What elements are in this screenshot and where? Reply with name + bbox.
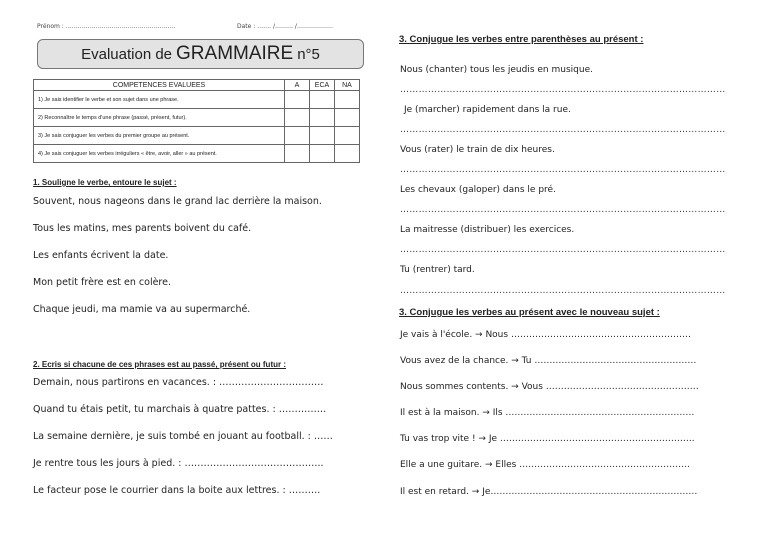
prenom-field[interactable]: Prénom : ……………………………………………….	[37, 23, 176, 30]
tense-question[interactable]: Quand tu étais petit, tu marchais à quatre pattes. : ……………	[33, 404, 327, 415]
section2-title: 2. Ecris si chacune de ces phrases est au passé, présent ou futur :	[33, 360, 286, 369]
tense-question[interactable]: La semaine dernière, je suis tombé en jouant au football. : ……	[33, 431, 333, 442]
exercise-sentence[interactable]: Les enfants écrivent la date.	[33, 250, 169, 261]
exercise-sentence[interactable]: Tous les matins, mes parents boivent du café.	[33, 223, 252, 234]
answer-line[interactable]: ……………………………………………………………………………………………	[400, 165, 726, 175]
conjugation-answer-line[interactable]: Tu vas trop vite ! → Je ………………………………………………………..	[400, 434, 695, 444]
exercise-sentence[interactable]: Mon petit frère est en colère.	[33, 277, 171, 288]
grade-cell[interactable]	[335, 91, 360, 109]
grade-cell[interactable]	[335, 145, 360, 163]
conjugation-sentence: Tu (rentrer) tard.	[400, 265, 475, 275]
grade-cell[interactable]	[285, 91, 310, 109]
competence-label: 4) Je sais conjuguer les verbes irréguliers « être, avoir, aller » au présent.	[34, 145, 285, 163]
section3b-title: 3. Conjugue les verbes au présent avec le nouveau sujet :	[399, 307, 660, 318]
tense-question[interactable]: Le facteur pose le courrier dans la boite aux lettres. : ……….	[33, 485, 321, 496]
tense-question[interactable]: Demain, nous partirons en vacances. : ……………………………	[33, 377, 324, 388]
competences-table	[33, 79, 360, 163]
title-suffix: n°5	[297, 45, 320, 63]
conjugation-answer-line[interactable]: Il est à la maison. → Ils ………………………………………………………	[400, 408, 695, 418]
grade-cell[interactable]	[310, 127, 335, 145]
competence-label: 3) Je sais conjuguer les verbes du premier groupe au présent.	[34, 127, 285, 145]
tense-question[interactable]: Je rentre tous les jours à pied. : ……………………………………..	[33, 458, 324, 469]
grade-cell[interactable]	[310, 109, 335, 127]
answer-line[interactable]: ……………………………………………………………………………………………	[400, 205, 726, 215]
conjugation-answer-line[interactable]: Elle a une guitare. → Elles …………………………………………………	[400, 460, 691, 470]
table-header: ECA	[310, 80, 335, 91]
answer-line[interactable]: ……………………………………………………………………………………………	[400, 286, 726, 296]
table-row	[34, 91, 360, 109]
exercise-sentence[interactable]: Souvent, nous nageons dans le grand lac derrière la maison.	[33, 196, 322, 207]
conjugation-sentence: Je (marcher) rapidement dans la rue.	[404, 105, 571, 115]
conjugation-sentence: Les chevaux (galoper) dans le pré.	[400, 185, 556, 195]
grade-cell[interactable]	[335, 109, 360, 127]
section3a-title: 3. Conjugue les verbes entre parenthèses au présent :	[399, 34, 644, 45]
table-header: A	[285, 80, 310, 91]
title-big: GRAMMAIRE	[176, 43, 294, 64]
table-row	[34, 109, 360, 127]
table-header: COMPETENCES EVALUEES	[34, 80, 285, 91]
grade-cell[interactable]	[285, 127, 310, 145]
section1-title: 1. Souligne le verbe, entoure le sujet :	[33, 178, 177, 187]
table-header-row	[34, 80, 360, 91]
conjugation-sentence: La maitresse (distribuer) les exercices.	[400, 225, 575, 235]
table-header: NA	[335, 80, 360, 91]
date-field[interactable]: Date : ……. /……… /………………	[237, 23, 333, 30]
table-row	[34, 145, 360, 163]
grade-cell[interactable]	[335, 127, 360, 145]
exercise-sentence[interactable]: Chaque jeudi, ma mamie va au supermarché.	[33, 304, 251, 315]
conjugation-answer-line[interactable]: Je vais à l'école. → Nous ……………………………………………………	[400, 330, 691, 340]
grade-cell[interactable]	[285, 109, 310, 127]
conjugation-sentence: Nous (chanter) tous les jeudis en musique.	[400, 65, 593, 75]
title-prefix: Evaluation de	[81, 45, 173, 63]
answer-line[interactable]: ……………………………………………………………………………………………	[400, 85, 726, 95]
competence-label: 2) Reconnaître le temps d'une phrase (passé, présent, futur).	[34, 109, 285, 127]
grade-cell[interactable]	[285, 145, 310, 163]
conjugation-answer-line[interactable]: Nous sommes contents. → Vous ……………………………………………	[400, 382, 699, 392]
answer-line[interactable]: ……………………………………………………………………………………………	[400, 245, 726, 255]
conjugation-answer-line[interactable]: Vous avez de la chance. → Tu ………………………………………………	[400, 356, 697, 366]
grade-cell[interactable]	[310, 145, 335, 163]
page-title	[37, 39, 364, 69]
grade-cell[interactable]	[310, 91, 335, 109]
competence-label: 1) Je sais identifier le verbe et son sujet dans une phrase.	[34, 91, 285, 109]
conjugation-answer-line[interactable]: Il est en retard. → Je……………………………………………………………	[400, 487, 698, 497]
table-row	[34, 127, 360, 145]
answer-line[interactable]: ……………………………………………………………………………………………	[400, 125, 726, 135]
conjugation-sentence: Vous (rater) le train de dix heures.	[400, 145, 555, 155]
